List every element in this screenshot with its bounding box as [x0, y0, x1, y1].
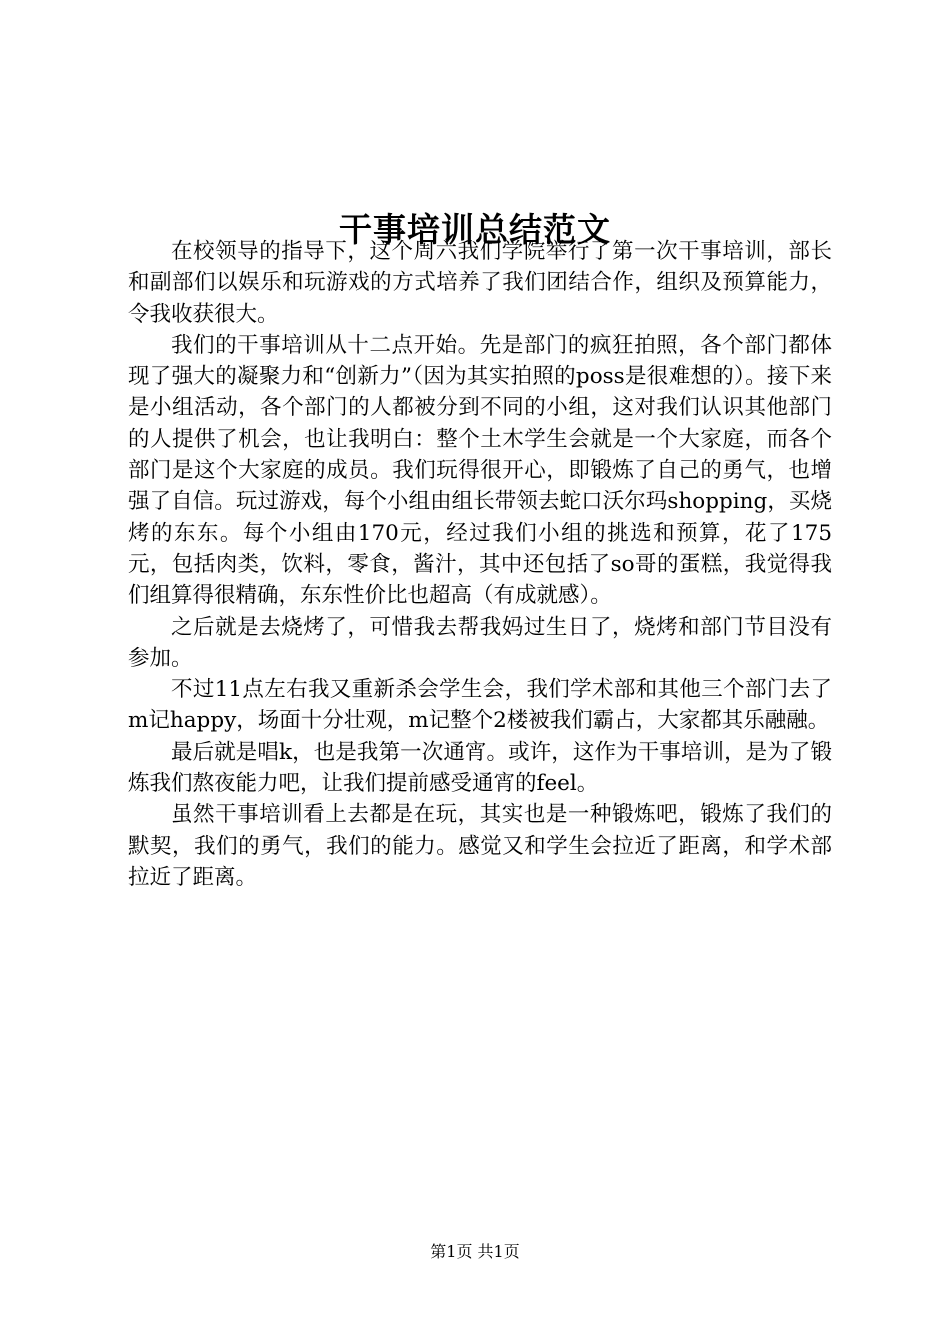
document-title: 干事培训总结范文: [339, 210, 611, 250]
page-footer: 第1页 共1页: [430, 1242, 520, 1261]
paragraph-4: 不过11点左右我又重新杀会学生会，我们学术部和其他三个部门去了m记happy，场面十分壮观，m记整个2楼被我们霸占，大家都其乐融融。: [128, 677, 832, 734]
paragraph-3: 之后就是去烧烤了，可惜我去帮我妈过生日了，烧烤和部门节目没有参加。: [128, 614, 832, 671]
paragraph-2: 我们的干事培训从十二点开始。先是部门的疯狂拍照，各个部门都体现了强大的凝聚力和“创新力”（因为其实拍照的poss是很难想的）。接下来是小组活动，各个部门的人都被分到不同的小组，这对我们认识其他部门的人提供了机会，也让我明白：整个土木学生会就是一个大家庭，而各个部门是这个大家庭的成员。我们玩得很开心，即锻炼了自己的勇气，也增强了自信。玩过游戏，每个小组由组长带领去蛇口沃尔玛shopping，买烧烤的东东。每个小组由170元，经过我们小组的挑选和预算，花了175元，包括肉类，饮料，零食，酱汁，其中还包括了so哥的蛋糕，我觉得我们组算得很精确，东东性价比也超高（有成就感）。: [128, 332, 832, 609]
paragraph-1: 在校领导的指导下，这个周六我们学院举行了第一次干事培训，部长和副部们以娱乐和玩游戏的方式培养了我们团结合作，组织及预算能力，令我收获很大。: [128, 239, 832, 327]
paragraph-6: 虽然干事培训看上去都是在玩，其实也是一种锻炼吧，锻炼了我们的默契，我们的勇气，我们的能力。感觉又和学生会拉近了距离，和学术部拉近了距离。: [128, 802, 832, 890]
paragraph-5: 最后就是唱k，也是我第一次通宵。或许，这作为干事培训，是为了锻炼我们熬夜能力吧，让我们提前感受通宵的feel。: [128, 739, 832, 797]
document-body: [128, 236, 832, 893]
